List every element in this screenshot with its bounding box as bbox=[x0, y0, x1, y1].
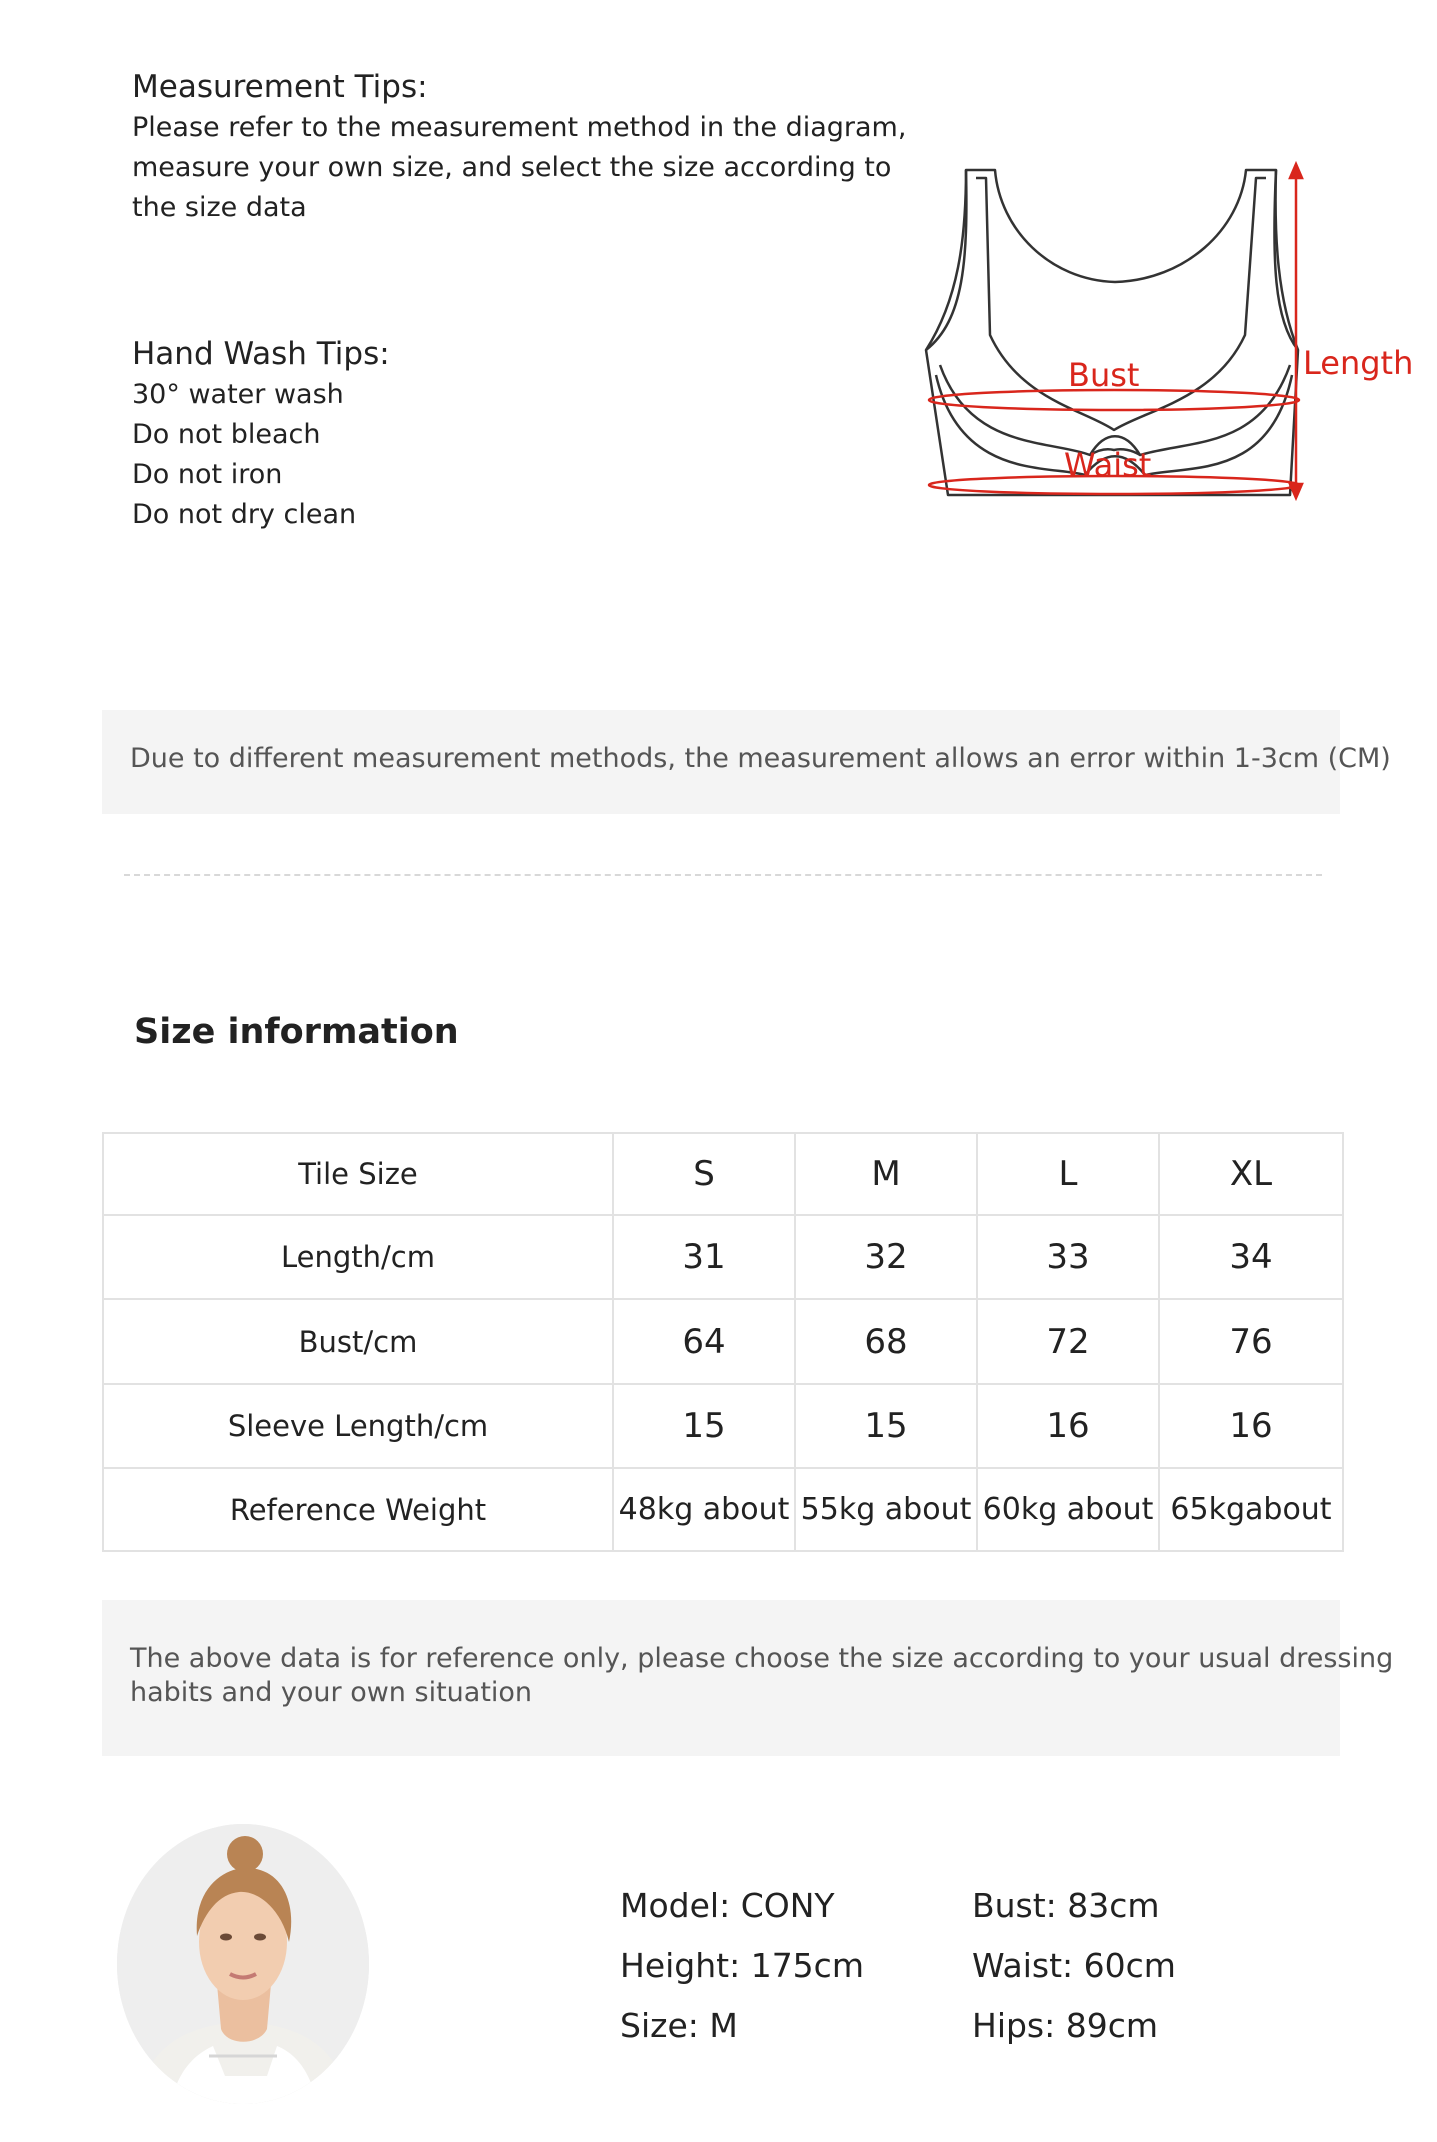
reference-notice-line: The above data is for reference only, please choose the size according to your usual dressing bbox=[130, 1643, 1394, 1674]
table-row bbox=[103, 1468, 1343, 1551]
measurement-tips-line: the size data bbox=[132, 192, 307, 223]
table-cell: 15 bbox=[795, 1384, 977, 1468]
measurement-tips-line: measure your own size, and select the size according to bbox=[132, 152, 892, 183]
waist-label: Waist bbox=[1064, 446, 1152, 484]
measurement-tips bbox=[132, 66, 906, 228]
measurement-error-text: Due to different measurement methods, the measurement allows an error within 1-3cm (CM) bbox=[130, 743, 1391, 774]
measurement-tips-line: Please refer to the measurement method in the diagram, bbox=[132, 112, 907, 143]
model-hips: Hips: 89cm bbox=[972, 2006, 1159, 2045]
hand-wash-tips-line: Do not bleach bbox=[132, 419, 321, 450]
table-cell: Sleeve Length/cm bbox=[103, 1384, 613, 1468]
table-cell: 72 bbox=[977, 1299, 1159, 1384]
table-cell: 16 bbox=[1159, 1384, 1343, 1468]
reference-notice-text bbox=[130, 1642, 1393, 1710]
table-header-cell: M bbox=[795, 1133, 977, 1215]
table-cell: 34 bbox=[1159, 1215, 1343, 1299]
table-cell: 48kg about bbox=[613, 1468, 795, 1551]
measurement-diagram bbox=[900, 150, 1420, 520]
table-header-cell: L bbox=[977, 1133, 1159, 1215]
dashed-divider bbox=[124, 874, 1322, 876]
reference-notice-line: habits and your own situation bbox=[130, 1677, 533, 1708]
table-cell: 32 bbox=[795, 1215, 977, 1299]
model-bust: Bust: 83cm bbox=[972, 1886, 1160, 1925]
table-cell: 31 bbox=[613, 1215, 795, 1299]
hand-wash-tips bbox=[132, 333, 390, 535]
reference-notice bbox=[102, 1600, 1394, 1756]
table-cell: 68 bbox=[795, 1299, 977, 1384]
table-cell: 15 bbox=[613, 1384, 795, 1468]
table-cell: Bust/cm bbox=[103, 1299, 613, 1384]
table-cell: 16 bbox=[977, 1384, 1159, 1468]
table-header-cell: S bbox=[613, 1133, 795, 1215]
table-cell: 64 bbox=[613, 1299, 795, 1384]
hand-wash-tips-line: Do not iron bbox=[132, 459, 283, 490]
hand-wash-tips-line: 30° water wash bbox=[132, 379, 344, 410]
table-row bbox=[103, 1299, 1343, 1384]
model-waist: Waist: 60cm bbox=[972, 1946, 1176, 1985]
model-avatar bbox=[117, 1824, 369, 2104]
table-header-cell: XL bbox=[1159, 1133, 1343, 1215]
table-cell: Reference Weight bbox=[103, 1468, 613, 1551]
measurement-tips-title: Measurement Tips: bbox=[132, 69, 428, 105]
table-cell: Length/cm bbox=[103, 1215, 613, 1299]
model-height: Height: 175cm bbox=[620, 1946, 864, 1985]
model-info-right bbox=[972, 1876, 1176, 2056]
size-information-title: Size information bbox=[134, 1012, 459, 1052]
model-photo-icon bbox=[117, 1824, 369, 2104]
size-table bbox=[102, 1132, 1344, 1552]
length-label: Length bbox=[1303, 344, 1414, 382]
table-header-cell: Tile Size bbox=[103, 1133, 613, 1215]
model-size: Size: M bbox=[620, 2006, 738, 2045]
table-cell: 55kg about bbox=[795, 1468, 977, 1551]
table-row bbox=[103, 1384, 1343, 1468]
table-cell: 76 bbox=[1159, 1299, 1343, 1384]
hand-wash-tips-line: Do not dry clean bbox=[132, 499, 357, 530]
model-info-left bbox=[620, 1876, 864, 2056]
table-cell: 65kgabout bbox=[1159, 1468, 1343, 1551]
table-cell: 33 bbox=[977, 1215, 1159, 1299]
model-name: Model: CONY bbox=[620, 1886, 835, 1925]
table-header-row bbox=[103, 1133, 1343, 1215]
table-row bbox=[103, 1215, 1343, 1299]
hand-wash-tips-title: Hand Wash Tips: bbox=[132, 336, 390, 372]
bust-label: Bust bbox=[1068, 356, 1140, 394]
table-cell: 60kg about bbox=[977, 1468, 1159, 1551]
measurement-error-notice bbox=[102, 710, 1391, 814]
